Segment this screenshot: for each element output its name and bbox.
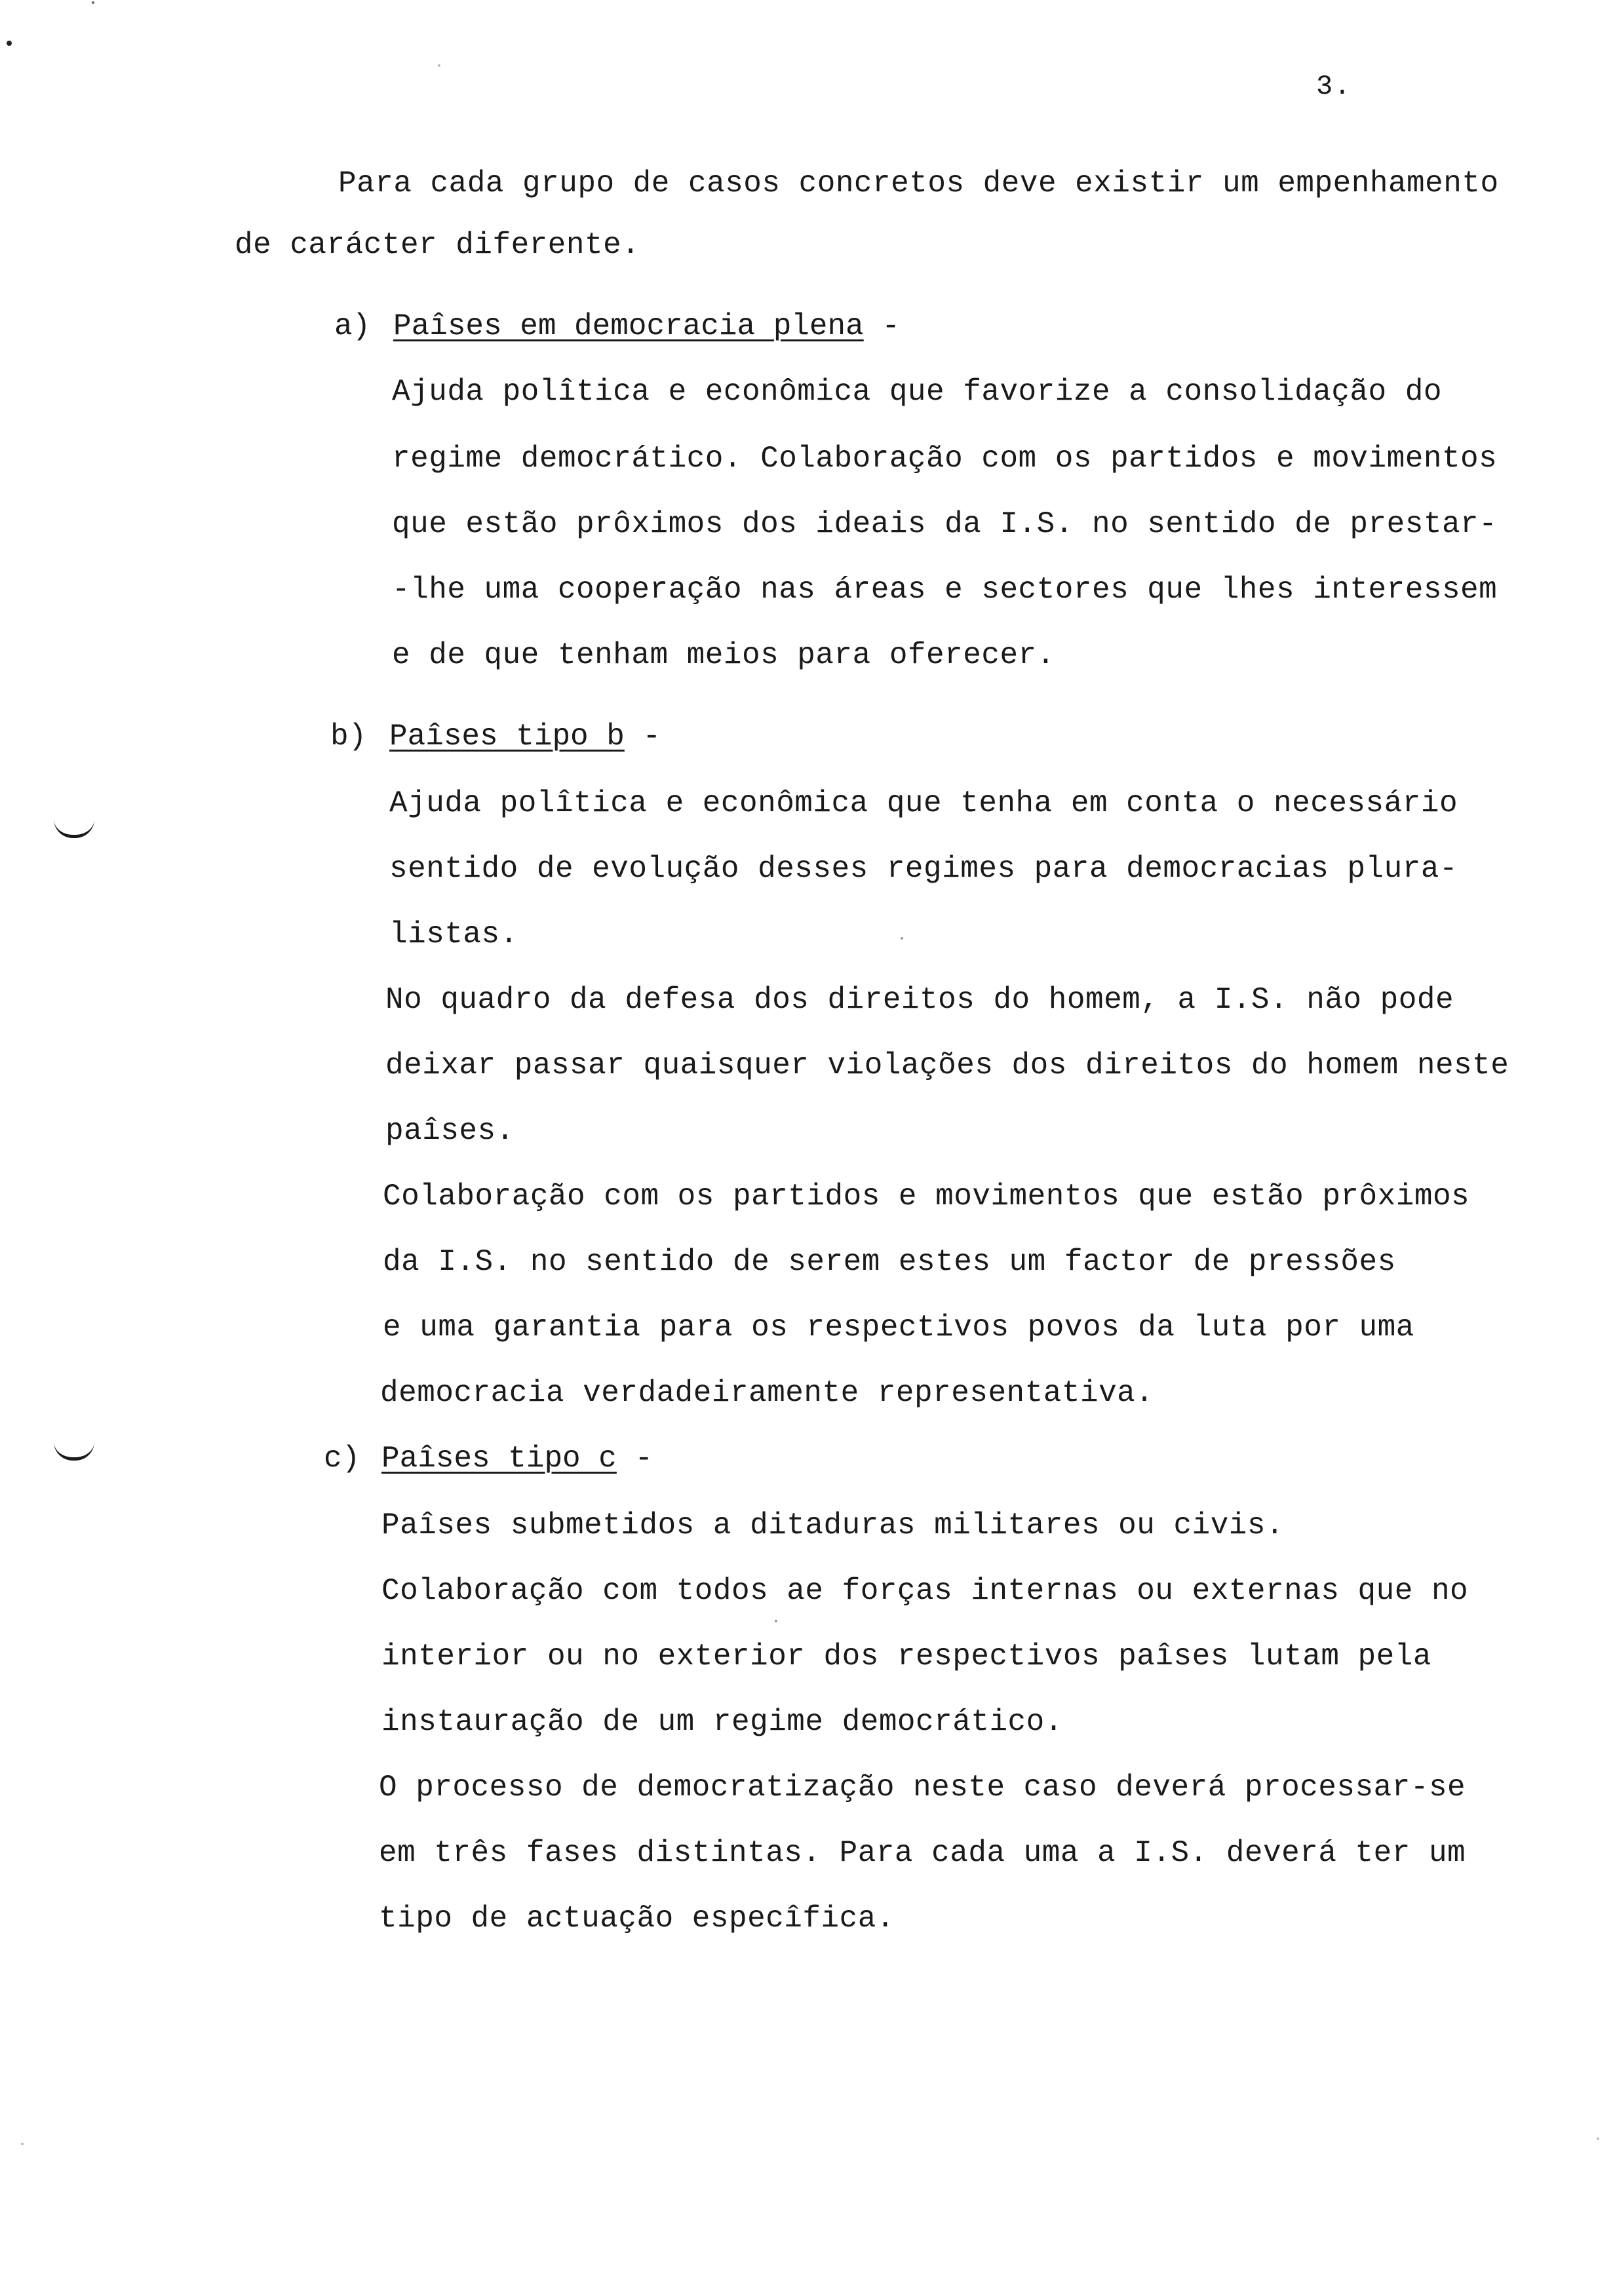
- page-number: 3.: [1316, 71, 1352, 102]
- section-c-heading: [381, 1439, 653, 1478]
- scan-speck: [21, 2143, 24, 2145]
- section-a-suffix: -: [863, 309, 900, 343]
- section-b-line: democracia verdadeiramente representativa.: [380, 1376, 1154, 1410]
- margin-dot: [7, 41, 12, 46]
- section-b-line: e uma garantia para os respectivos povos da luta por uma: [383, 1311, 1414, 1345]
- section-b-line: da I.S. no sentido de serem estes um factor de pressões: [383, 1245, 1396, 1279]
- section-c-marker: c): [324, 1442, 360, 1476]
- section-c-title: Paîses tipo c: [381, 1442, 617, 1476]
- section-c-line: Paîses submetidos a ditaduras militares ou civis.: [381, 1508, 1285, 1542]
- section-b-heading: [389, 717, 661, 756]
- section-c-line: O processo de democratização neste caso deverá processar-se: [379, 1770, 1466, 1805]
- section-b-marker: b): [330, 719, 367, 754]
- scan-speck: [775, 1620, 777, 1622]
- scan-speck: [438, 64, 440, 67]
- margin-speck: [92, 1, 94, 4]
- section-c-line: em três fases distintas. Para cada uma a I.S. deverá ter um: [379, 1836, 1466, 1870]
- section-b-line: Colaboração com os partidos e movimentos que estão prôximos: [383, 1179, 1470, 1214]
- section-b-line: No quadro da defesa dos direitos do homem, a I.S. não pode: [385, 983, 1454, 1017]
- section-a-line: Ajuda polîtica e econômica que favorize a consolidação do: [392, 375, 1442, 409]
- section-c-suffix: -: [616, 1442, 653, 1476]
- section-b-line: paîses.: [385, 1114, 515, 1148]
- section-b-line: listas.: [389, 917, 518, 951]
- section-a-title: Paîses em democracia plena: [393, 309, 864, 343]
- section-b-suffix: -: [624, 719, 661, 754]
- section-b-line: Ajuda polîtica e econômica que tenha em conta o necessário: [389, 786, 1458, 820]
- section-a-line: -lhe uma cooperação nas áreas e sectores que lhes interessem: [392, 573, 1498, 607]
- section-a-heading: [393, 307, 900, 346]
- section-c-line: interior ou no exterior dos respectivos paîses lutam pela: [381, 1639, 1431, 1674]
- scan-speck: [901, 937, 903, 940]
- margin-check-mark-icon: [54, 819, 94, 838]
- section-b-title: Paîses tipo b: [389, 719, 625, 754]
- section-a-line: regime democrático. Colaboração com os partidos e movimentos: [392, 442, 1498, 476]
- section-c-line: Colaboração com todos ae forças internas ou externas que no: [381, 1574, 1469, 1608]
- intro-line: de carácter diferente.: [235, 228, 640, 262]
- intro-line: Para cada grupo de casos concretos deve existir um empenhamento: [338, 166, 1499, 201]
- section-c-line: instauração de um regime democrático.: [381, 1705, 1063, 1739]
- section-b-line: deixar passar quaisquer violações dos direitos do homem neste: [385, 1048, 1509, 1082]
- section-c-line: tipo de actuação especîfica.: [379, 1902, 895, 1936]
- scan-speck: [1597, 2137, 1599, 2140]
- section-a-marker: a): [334, 309, 371, 343]
- section-a-line: que estão prôximos dos ideais da I.S. no sentido de prestar-: [392, 507, 1498, 541]
- margin-check-mark-icon: [54, 1442, 94, 1461]
- section-a-line: e de que tenham meios para oferecer.: [392, 638, 1055, 672]
- section-b-line: sentido de evolução desses regimes para democracias plura-: [389, 852, 1458, 886]
